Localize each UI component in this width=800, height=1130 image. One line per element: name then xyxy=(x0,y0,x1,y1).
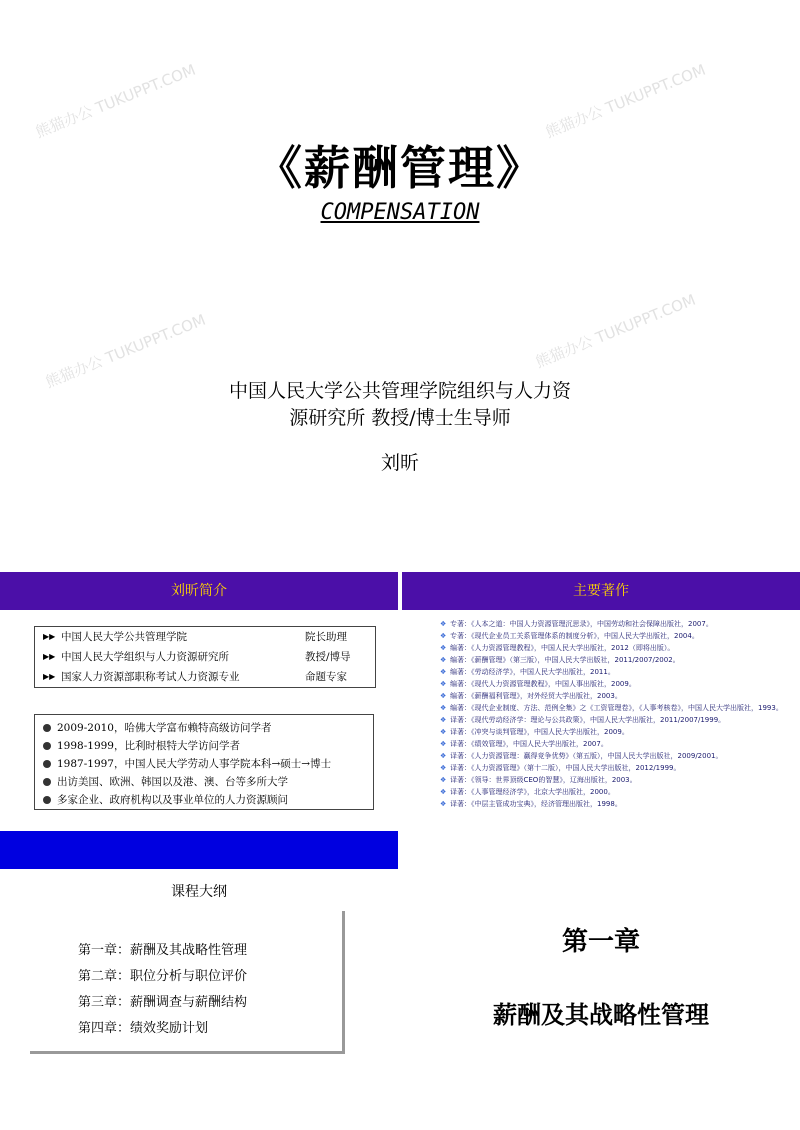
history-text: 出访美国、欧洲、韩国以及港、澳、台等多所大学 xyxy=(57,776,288,788)
diamond-bullet-icon: ❖ xyxy=(440,728,447,736)
role-position: 院长助理 xyxy=(305,631,347,643)
work-text: 专著：《现代企业员工关系管理体系的制度分析》，中国人民大学出版社，2004。 xyxy=(450,632,699,640)
role-row xyxy=(35,667,375,687)
bullet-icon xyxy=(43,724,51,732)
chapter-item: 第四章：绩效奖励计划 xyxy=(78,1021,209,1036)
diamond-bullet-icon: ❖ xyxy=(440,776,447,784)
diamond-bullet-icon: ❖ xyxy=(440,668,447,676)
role-org: 国家人力资源部职称考试人力资源专业 xyxy=(61,671,240,683)
diamond-bullet-icon: ❖ xyxy=(440,740,447,748)
history-text: 1987-1997，中国人民大学劳动人事学院本科→硕士→博士 xyxy=(57,758,332,770)
work-item xyxy=(440,798,790,810)
work-item xyxy=(440,666,790,678)
work-text: 编著：《薪酬管理》（第三版），中国人民大学出版社，2011/2007/2002。 xyxy=(450,656,680,664)
diamond-bullet-icon: ❖ xyxy=(440,680,447,688)
work-text: 编著：《现代企业制度、方法、范例全集》之《工资管理卷》，《人事考核卷》，中国人民大学出版社，1993。 xyxy=(450,704,783,712)
affiliation-line-2: 源研究所 教授/博士生导师 xyxy=(289,407,511,429)
role-position: 命题专家 xyxy=(305,671,347,683)
double-arrow-icon: ▶▶ xyxy=(43,672,56,681)
bullet-icon xyxy=(43,778,51,786)
chapter-title: 薪酬及其战略性管理 xyxy=(493,1001,709,1029)
work-text: 编著：《人力资源管理教程》，中国人民大学出版社，2012（即将出版）。 xyxy=(450,644,675,652)
work-item xyxy=(440,750,790,762)
outline-title: 课程大纲 xyxy=(171,884,227,900)
work-text: 编著：《薪酬福利管理》，对外经贸大学出版社，2003。 xyxy=(450,692,622,700)
bullet-icon xyxy=(43,760,51,768)
work-text: 译著：《中层主管成功宝典》，经济管理出版社，1998。 xyxy=(450,800,622,808)
watermark: 熊猫办公 TUKUPPT.COM xyxy=(33,60,199,142)
diamond-bullet-icon: ❖ xyxy=(440,716,447,724)
history-box xyxy=(34,714,374,810)
diamond-bullet-icon: ❖ xyxy=(440,764,447,772)
works-header: 主要著作 xyxy=(402,572,800,610)
double-arrow-icon: ▶▶ xyxy=(43,652,56,661)
watermark: 熊猫办公 TUKUPPT.COM xyxy=(533,290,699,372)
work-text: 译著：《人力资源管理：赢得竞争优势》（第五版），中国人民大学出版社，2009/2001。 xyxy=(450,752,723,760)
chapter-item: 第二章：职位分析与职位评价 xyxy=(78,969,248,984)
work-item xyxy=(440,774,790,786)
history-item xyxy=(35,755,373,773)
profile-header: 刘昕简介 xyxy=(0,572,398,610)
work-item xyxy=(440,762,790,774)
cover-subtitle: COMPENSATION xyxy=(320,200,480,225)
chapter-item: 第三章：薪酬调查与薪酬结构 xyxy=(78,995,248,1010)
history-item xyxy=(35,737,373,755)
chapter-number: 第一章 xyxy=(561,927,640,957)
history-item xyxy=(35,719,373,737)
role-org: 中国人民大学组织与人力资源研究所 xyxy=(61,651,229,663)
profile-slide xyxy=(0,572,398,820)
role-row xyxy=(35,647,375,667)
work-text: 编著：《劳动经济学》，中国人民大学出版社，2011。 xyxy=(450,668,615,676)
work-text: 译著：《人力资源管理》（第十二版），中国人民大学出版社，2012/1999。 xyxy=(450,764,681,772)
diamond-bullet-icon: ❖ xyxy=(440,704,447,712)
work-text: 编著：《现代人力资源管理教程》，中国人事出版社，2009。 xyxy=(450,680,636,688)
affiliation-line-1: 中国人民大学公共管理学院组织与人力资 xyxy=(228,380,571,402)
diamond-bullet-icon: ❖ xyxy=(440,620,447,628)
diamond-bullet-icon: ❖ xyxy=(440,692,447,700)
watermark: 熊猫办公 TUKUPPT.COM xyxy=(43,310,209,392)
diamond-bullet-icon: ❖ xyxy=(440,644,447,652)
history-text: 多家企业、政府机构以及事业单位的人力资源顾问 xyxy=(57,794,288,806)
diamond-bullet-icon: ❖ xyxy=(440,656,447,664)
work-item xyxy=(440,786,790,798)
work-text: 译著：《领导：世界顶级CEO的智慧》，辽海出版社，2003。 xyxy=(450,776,637,784)
diamond-bullet-icon: ❖ xyxy=(440,752,447,760)
double-arrow-icon: ▶▶ xyxy=(43,632,56,641)
role-org: 中国人民大学公共管理学院 xyxy=(61,631,187,643)
work-item xyxy=(440,702,790,714)
role-row xyxy=(35,627,375,647)
work-item xyxy=(440,714,790,726)
work-item xyxy=(440,726,790,738)
work-item xyxy=(440,618,790,630)
works-list xyxy=(440,618,790,810)
diamond-bullet-icon: ❖ xyxy=(440,800,447,808)
history-item xyxy=(35,773,373,791)
works-slide xyxy=(402,572,800,820)
role-position: 教授/博导 xyxy=(305,651,351,663)
work-item xyxy=(440,738,790,750)
diamond-bullet-icon: ❖ xyxy=(440,632,447,640)
bullet-icon xyxy=(43,742,51,750)
work-item xyxy=(440,678,790,690)
outline-slide xyxy=(0,831,398,1130)
chapter-item: 第一章：薪酬及其战略性管理 xyxy=(78,943,248,958)
work-item xyxy=(440,690,790,702)
history-text: 2009-2010，哈佛大学富布赖特高级访问学者 xyxy=(57,722,272,734)
diamond-bullet-icon: ❖ xyxy=(440,788,447,796)
bullet-icon xyxy=(43,796,51,804)
work-item xyxy=(440,654,790,666)
work-item xyxy=(440,630,790,642)
cover-affiliation xyxy=(150,378,650,432)
work-item xyxy=(440,642,790,654)
work-text: 译著：《人事管理经济学》，北京大学出版社，2000。 xyxy=(450,788,615,796)
cover-author: 刘昕 xyxy=(380,452,419,474)
roles-box xyxy=(34,626,376,688)
work-text: 专著：《人本之道：中国人力资源管理沉思录》，中国劳动和社会保障出版社，2007。 xyxy=(450,620,713,628)
watermark: 熊猫办公 TUKUPPT.COM xyxy=(543,60,709,142)
history-text: 1998-1999，比利时根特大学访问学者 xyxy=(57,740,240,752)
work-text: 译著：《现代劳动经济学：理论与公共政策》，中国人民大学出版社，2011/2007/1999。 xyxy=(450,716,726,724)
outline-bar xyxy=(0,831,398,869)
work-text: 译著：《绩效管理》，中国人民大学出版社，2007。 xyxy=(450,740,608,748)
work-text: 译著：《冲突与谈判管理》，中国人民大学出版社，2009。 xyxy=(450,728,629,736)
chapter-list xyxy=(30,911,345,1054)
cover-title: 《薪酬管理》 xyxy=(256,141,544,195)
chapter1-slide xyxy=(402,831,800,1130)
history-item xyxy=(35,791,373,809)
